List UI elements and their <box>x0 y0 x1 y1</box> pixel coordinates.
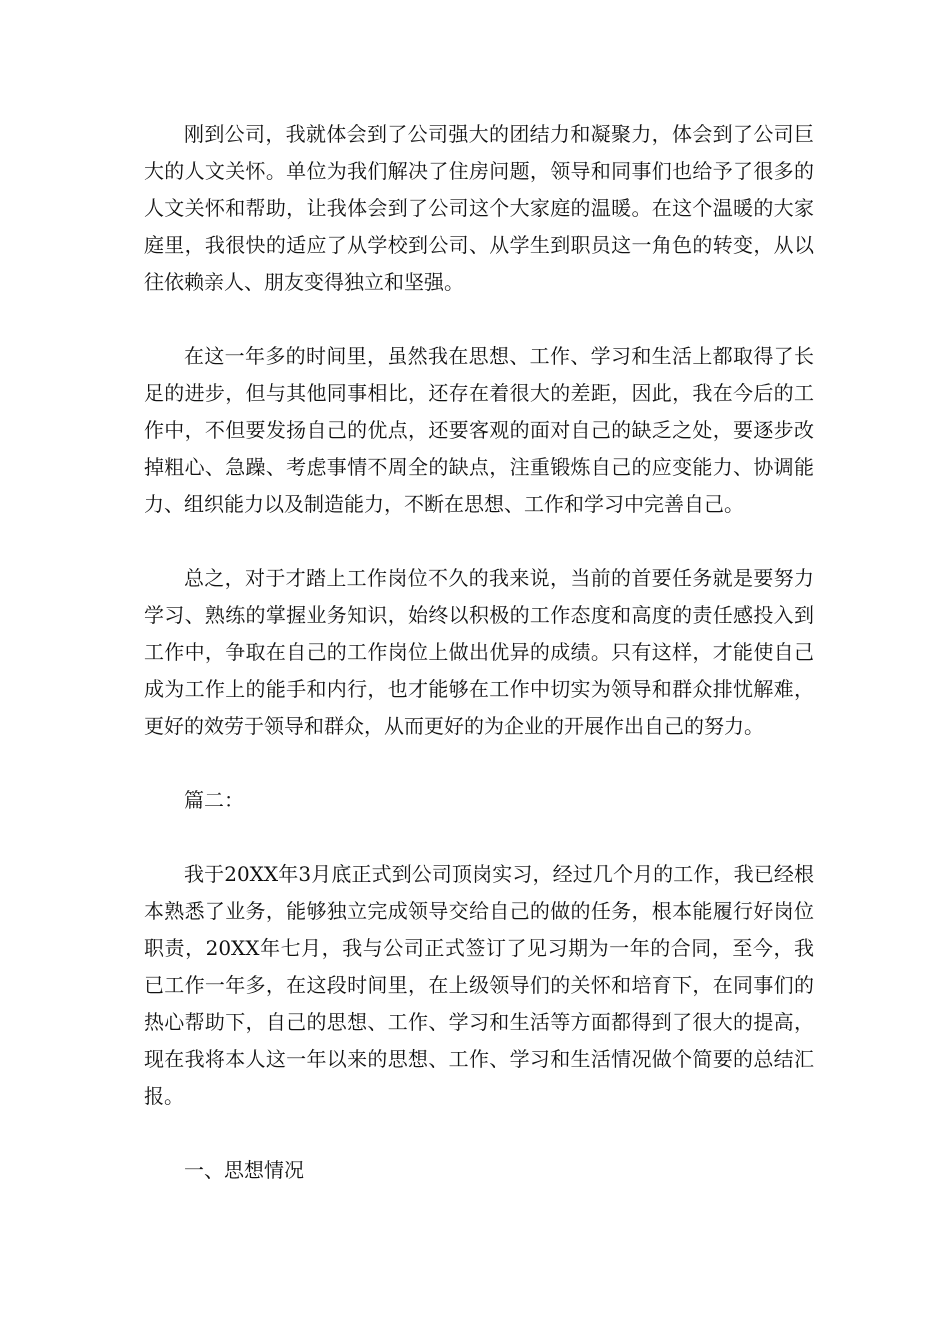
section-paragraph: 我于20XX年3月底正式到公司顶岗实习，经过几个月的工作，我已经根本熟悉了业务，能够独立完成领导交给自己的做的任务，根本能履行好岗位职责，20XX年七月，我与公司正式签订了见习期为一年的合同，至今，我已工作一年多，在这段时间里，在上级领导们的关怀和培育下，在同事们的热心帮助下，自己的思想、工作、学习和生活等方面都得到了很大的提高，现在我将本人这一年以来的思想、工作、学习和生活情况做个简要的总结汇报。 <box>144 862 814 1108</box>
paragraph-1: 刚到公司，我就体会到了公司强大的团结力和凝聚力，体会到了公司巨大的人文关怀。单位为我们解决了住房问题，领导和同事们也给予了很多的人文关怀和帮助，让我体会到了公司这个大家庭的温暖。在这个温暖的大家庭里，我很快的适应了从学校到公司、从学生到职员这一角色的转变，从以往依赖亲人、朋友变得独立和坚强。 <box>144 122 814 294</box>
document-body <box>144 116 814 1226</box>
subheading: 一、思想情况 <box>184 1158 304 1182</box>
paragraph-2: 在这一年多的时间里，虽然我在思想、工作、学习和生活上都取得了长足的进步，但与其他同事相比，还存在着很大的差距，因此，我在今后的工作中，不但要发扬自己的优点，还要客观的面对自己的缺乏之处，要逐步改掉粗心、急躁、考虑事情不周全的缺点，注重锻炼自己的应变能力、协调能力、组织能力以及制造能力，不断在思想、工作和学习中完善自己。 <box>144 344 814 516</box>
section-title: 篇二： <box>184 788 244 812</box>
paragraph-3: 总之，对于才踏上工作岗位不久的我来说，当前的首要任务就是要努力学习、熟练的掌握业务知识，始终以积极的工作态度和高度的责任感投入到工作中，争取在自己的工作岗位上做出优异的成绩。只有这样，才能使自己成为工作上的能手和内行，也才能够在工作中切实为领导和群众排忧解难，更好的效劳于领导和群众，从而更好的为企业的开展作出自己的努力。 <box>144 566 814 738</box>
